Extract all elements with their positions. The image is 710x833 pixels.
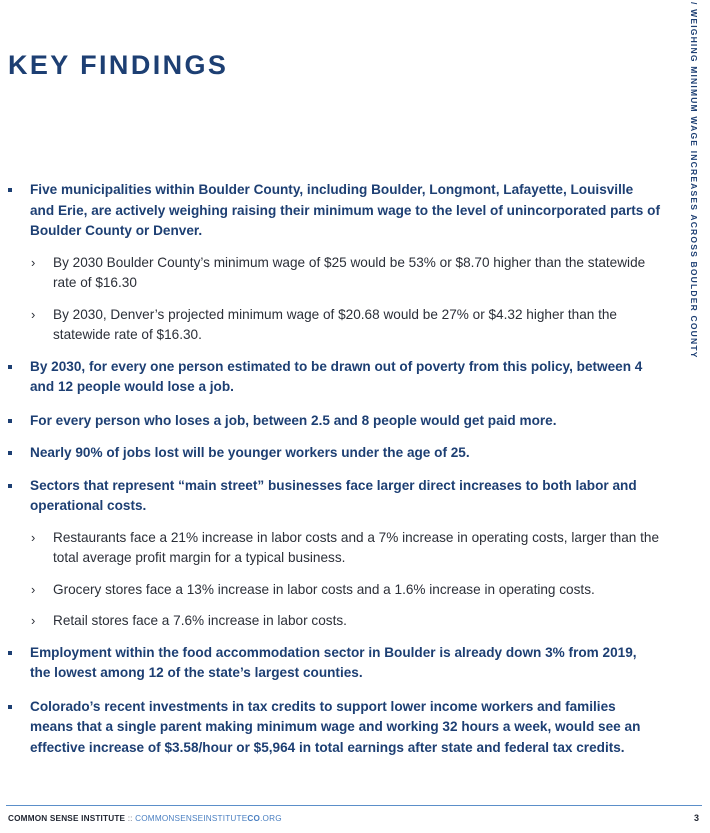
chevron-right-icon: › (31, 254, 36, 270)
chevron-right-icon: › (31, 529, 36, 545)
finding-item (0, 357, 660, 398)
finding-text: By 2030, for every one person estimated to be drawn out of poverty from this policy, between 4 and 12 people would lose a job. (30, 358, 643, 394)
finding-item (0, 476, 660, 517)
bullet-icon (8, 451, 12, 455)
sub-finding-text: Grocery stores face a 13% increase in labor costs and a 1.6% increase in operating costs. (53, 581, 595, 597)
chevron-right-icon: › (31, 306, 36, 322)
footer-separator: :: (125, 814, 136, 823)
finding-text: Colorado’s recent investments in tax credits to support lower income workers and families means that a single parent making minimum wage and working 32 hours a week, would see an effective increase of $3.58/hour or $5,964 in total earnings after state and federal tax credits. (30, 698, 641, 755)
chevron-right-icon: › (31, 613, 36, 628)
key-findings-list (0, 180, 660, 758)
finding-text: Employment within the food accommodation sector in Boulder is already down 3% from 2019, the lowest among 12 of the state’s largest counties. (30, 644, 637, 680)
footer-url-prefix[interactable]: COMMONSENSEINSTITUTE (135, 814, 248, 823)
sub-finding-text: By 2030, Denver’s projected minimum wage of $20.68 would be 27% or $4.32 higher than the statewide rate of $16.30. (53, 306, 617, 342)
bullet-icon (8, 484, 12, 488)
finding-item (0, 643, 660, 684)
sub-finding-item (0, 253, 660, 294)
finding-text: Nearly 90% of jobs lost will be younger workers under the age of 25. (30, 445, 470, 460)
finding-item (0, 697, 660, 759)
sub-finding-text: Restaurants face a 21% increase in labor costs and a 7% increase in operating costs, larger than the total average profit margin for a typical business. (53, 529, 660, 565)
sub-finding-item (0, 580, 660, 601)
footer-divider (6, 805, 702, 806)
bullet-icon (8, 188, 12, 192)
bullet-icon (8, 419, 12, 423)
footer-url-co[interactable]: CO (247, 814, 261, 823)
finding-text: For every person who loses a job, between 2.5 and 8 people would get paid more. (30, 412, 557, 428)
finding-text: Five municipalities within Boulder County, including Boulder, Longmont, Lafayette, Louisville and Erie, are actively weighing raising their minimum wage to the level of unincorporated parts of Boulder County or Denver. (30, 182, 660, 238)
bullet-icon (8, 705, 12, 709)
finding-text: Sectors that represent “main street” businesses face larger direct increases to both labor and operational costs. (30, 477, 637, 513)
bullet-icon (8, 651, 12, 655)
sub-finding-text: By 2030 Boulder County’s minimum wage of $25 would be 53% or $8.70 higher than the statewide rate of $16.30 (53, 254, 646, 290)
finding-item (0, 443, 660, 464)
finding-item (0, 180, 660, 242)
sub-finding-item (0, 611, 660, 632)
footer (8, 814, 282, 823)
chevron-right-icon: › (31, 581, 36, 597)
running-header: / WEIGHING MINIMUM WAGE INCREASES ACROSS BOULDER COUNTY (689, 2, 699, 359)
page-number: 3 (694, 813, 700, 823)
footer-org-name: COMMON SENSE INSTITUTE (8, 814, 126, 823)
bullet-icon (8, 365, 12, 369)
sub-finding-item (0, 528, 660, 569)
footer-url-suffix[interactable]: .ORG (260, 814, 282, 823)
page-title: KEY FINDINGS (8, 50, 229, 80)
sub-finding-text: Retail stores face a 7.6% increase in labor costs. (53, 613, 347, 628)
finding-item (0, 411, 660, 432)
sub-finding-item (0, 305, 660, 346)
